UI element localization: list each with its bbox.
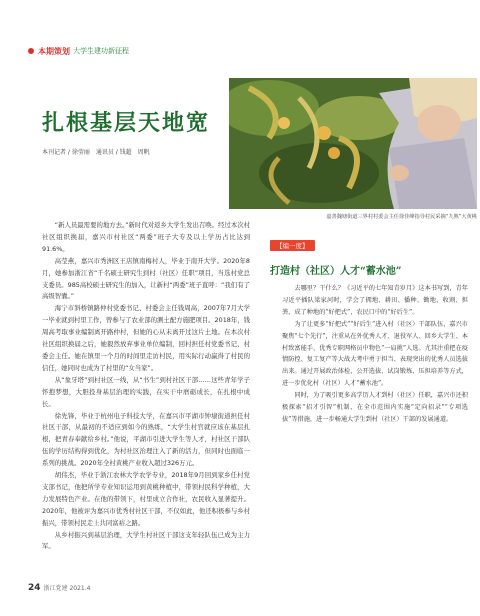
body-paragraph: 从“象牙塔”到村社区一线，从“书生”到村社区干部……这些青年学子怀抱梦想，大胆投身基层治理的实践，在实干中磨砺成长，在扎根中成长。 bbox=[42, 375, 250, 408]
column-subtitle: 大学生建功新征程 bbox=[73, 47, 129, 55]
sidebar-paragraph: 同时，为了吸引更多高学历人才到村（社区）任职，嘉兴市还积极探索“招才引智”机制，在全市范围内实施“定向招录”“专项选拔”等措施，进一步畅通大学生到村（社区）干部的发展通道。 bbox=[282, 392, 468, 423]
column-header bbox=[28, 44, 129, 58]
article-byline: 本刊记者 / 徐莹丽 通讯员 / 钱超 周帆 bbox=[42, 149, 150, 156]
sidebar-tag bbox=[270, 240, 315, 251]
column-name: 本期策划 bbox=[38, 46, 70, 56]
sidebar-tag-label: 【编一度】 bbox=[270, 240, 315, 251]
body-paragraph: 胡伟杰，毕业于浙江农林大学农学专业，2018年9月回到家乡任村党支部书记，他把所学专业知识运用到黄桃种植中，带领村民科学种植，大力发展特色产业。在他的带领下，村里成立合作社，农民收入显著提升。2020年，他被评为嘉兴市优秀村社区干部，不仅如此，他还积极参与乡村振兴，带领村民走上共同富裕之路。 bbox=[42, 471, 250, 527]
orchard-photo-illustration bbox=[229, 78, 477, 209]
feature-photo bbox=[229, 78, 477, 209]
body-paragraph: 徐先锋，毕业于杭州电子科技大学，在嘉兴市平湖市钟埭街道担任村社区干部，从最初的不适应到如今的熟练，“大学生村官就应该在基层扎根，把青春奉献给乡村。”他说，平湖市引进大学生等人才，村社区干部队伍的学历结构得到优化，为村社区治理注入了新的活力，但同时也面临一系列的挑战。2020年全村黄桃产业收入超过326万元。 bbox=[42, 411, 250, 468]
article-body bbox=[42, 220, 250, 553]
body-paragraph: 高莹燕，嘉兴市秀洲区王店镇南梅村人，毕业于南开大学。2020年8月，她参加浙江省“千名硕士研究生到村（社区）任职”项目，当选村党总支委员。985高校硕士研究生的加入，让新村“两委”班子直呼：“我们有了高级智囊。” bbox=[42, 256, 250, 301]
body-paragraph: “新人员最需要的地方去。”新时代对返乡大学生发出召唤。经过本次村社区组织换届，嘉兴市村社区“两委”班子大专及以上学历占比达到91.6%。 bbox=[42, 221, 250, 253]
sidebar-body bbox=[282, 283, 468, 426]
article-title: 扎根基层天地宽 bbox=[42, 110, 211, 136]
photo-caption: 嘉善魏塘街道三界村村委会主任徐佳峰指导村民采摘“九熟”大黄桃 bbox=[326, 214, 477, 220]
sidebar-title: 打造村（社区）人才“蓄水池” bbox=[270, 266, 402, 277]
sidebar-paragraph: 去哪里？干什么？《习近平的七年知青岁月》这本书写到，青年习近平插队梁家河时，学会了拥地、耕田、播种、锄地、收割、担粪、成了种地的“好把式”，农民口中的“好后生”。 bbox=[282, 285, 468, 316]
bullet-icon bbox=[28, 48, 34, 54]
body-paragraph: 海宁市斜桥镇路仲村党委书记、村委会主任钱周高，2007年7月大学一毕业就到村里工作，曾参与了农业部的测土配方施肥项目。2018年，钱周高考取事业编制离开路仲村，但她的心从未离开过这片土地。在本次村社区组织换届之后，她毅然放弃事业单位编制，回村担任村党委书记、村委会主任。她在镇里一个月的时间里走访村民，用实际行动赢得了村民的信任，她同时也成为了村里的“女当家”。 bbox=[42, 304, 250, 372]
magazine-issue: 浙江党建 2021.4 bbox=[43, 585, 91, 592]
page-number: 24 bbox=[28, 583, 41, 593]
page-footer bbox=[28, 583, 90, 593]
sidebar-paragraph: 为了让更多“好把式”“好后生”进入村（社区）干部队伍，嘉兴市聚焦“七个先行”，注重从在外优秀人才、退役军人、回乡大学生、本村致富能手、优秀专职网格员中物色“一肩挑”人选。尤其注重把在疫情防控、复工复产等大战大考中勇于担当、表现突出的优秀人员选拔出来。通过开展政治体检、公开选拔、试岗锻炼、压担培养等方式，进一步优化村（社区）人才“蓄水池”。 bbox=[282, 320, 468, 388]
body-paragraph: 从乡村振兴到基层治理，大学生村社区干部这支年轻队伍已成为主力军。 bbox=[42, 530, 250, 551]
